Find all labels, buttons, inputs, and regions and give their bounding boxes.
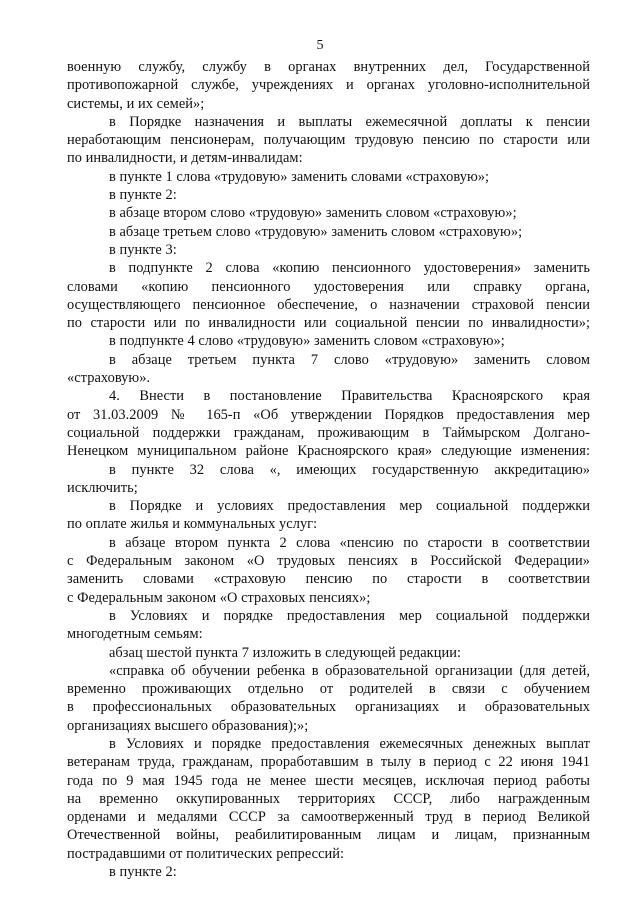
document-body	[67, 58, 590, 881]
text-line: в абзаце третьем пункта 7 слово «трудовую» заменить словом	[109, 351, 590, 368]
text-line: словами «копию пенсионного удостоверения или справку органа,	[67, 278, 590, 295]
page-number: 5	[316, 38, 324, 53]
text-line: в Условиях и порядке предоставления мер социальной поддержки	[109, 607, 590, 624]
text-line: с Федеральным законом «О трудовых пенсиях в Российской Федерации»	[67, 553, 590, 570]
text-line: «страховую».	[67, 370, 151, 387]
text-line: временно проживающих отдельно от родителей в связи с обучением	[67, 681, 590, 698]
text-line: многодетным семьям:	[67, 626, 203, 643]
text-line: года по 9 мая 1945 года не менее шести месяцев, исключая период работы	[67, 772, 590, 789]
text-line: абзац шестой пункта 7 изложить в следующей редакции:	[109, 644, 462, 661]
text-line: в подпункте 4 слово «трудовую» заменить словом «страховую»;	[109, 333, 505, 350]
text-line: Отечественной войны, реабилитированным лицам и лицам, признанным	[67, 827, 590, 844]
text-line: с Федеральным законом «О страховых пенсиях»;	[67, 589, 371, 606]
text-line: по оплате жилья и коммунальных услуг:	[67, 516, 318, 533]
text-line: социальной поддержки гражданам, проживающим в Таймырском Долгано-	[67, 424, 590, 441]
text-line: в Условиях и порядке предоставления ежемесячных денежных выплат	[109, 735, 590, 752]
text-line: «справка об обучении ребенка в образовательной организации (для детей,	[109, 662, 590, 679]
text-line: в пункте 3:	[109, 241, 177, 258]
text-line: пострадавшими от политических репрессий:	[67, 845, 345, 862]
text-line: осуществляющего пенсионное обеспечение, о назначении страховой пенсии	[67, 296, 590, 313]
text-line: по инвалидности, и детям-инвалидам:	[67, 150, 303, 167]
text-line: в пункте 32 слова «, имеющих государственную аккредитацию»	[109, 461, 590, 478]
text-line: на временно оккупированных территориях СССР, либо награжденным	[67, 790, 590, 807]
text-line: от 31.03.2009 № 165-п «Об утверждении Порядков предоставления мер	[67, 406, 590, 423]
text-line: в пункте 2:	[109, 187, 177, 204]
text-line: противопожарной службе, учреждениях и органах уголовно-исполнительной	[67, 77, 590, 94]
text-line: в абзаце третьем слово «трудовую» заменить словом «страховую»;	[109, 223, 523, 240]
text-line: Ненецком муниципальном районе Красноярского края» следующие изменения:	[67, 443, 590, 460]
text-line: в пункте 1 слова «трудовую» заменить словами «страховую»;	[109, 168, 490, 185]
text-line: в Порядке и условиях предоставления мер социальной поддержки	[109, 498, 590, 515]
text-line: орденами и медалями СССР за самоотверженный труд в период Великой	[67, 809, 590, 826]
text-line: в профессиональных образовательных организациях и образовательных	[67, 699, 590, 716]
text-line: исключить;	[67, 479, 138, 496]
text-line: в абзаце втором слово «трудовую» заменить словом «страховую»;	[109, 205, 517, 222]
text-line: заменить словами «страховую пенсию по старости в соответствии	[67, 571, 590, 588]
text-line: в пункте 2:	[109, 864, 177, 881]
text-line: в Порядке назначения и выплаты ежемесячной доплаты к пенсии	[109, 113, 590, 130]
text-line: по старости или по инвалидности или социальной пенсии по инвалидности»;	[67, 315, 590, 332]
text-line: в абзаце втором пункта 2 слова «пенсию по старости в соответствии	[109, 534, 590, 551]
text-line: 4. Внести в постановление Правительства Красноярского края	[109, 388, 590, 405]
text-line: в подпункте 2 слова «копию пенсионного удостоверения» заменить	[109, 260, 590, 277]
text-line: системы, и их семей»;	[67, 95, 205, 112]
text-line: организациях высшего образования);»;	[67, 717, 309, 734]
text-line: неработающим пенсионерам, получающим трудовую пенсию по старости или	[67, 132, 590, 149]
text-line: военную службу, службу в органах внутренних дел, Государственной	[67, 59, 590, 75]
text-line: ветеранам труда, гражданам, проработавшим в тылу в период с 22 июня 1941	[67, 754, 590, 771]
